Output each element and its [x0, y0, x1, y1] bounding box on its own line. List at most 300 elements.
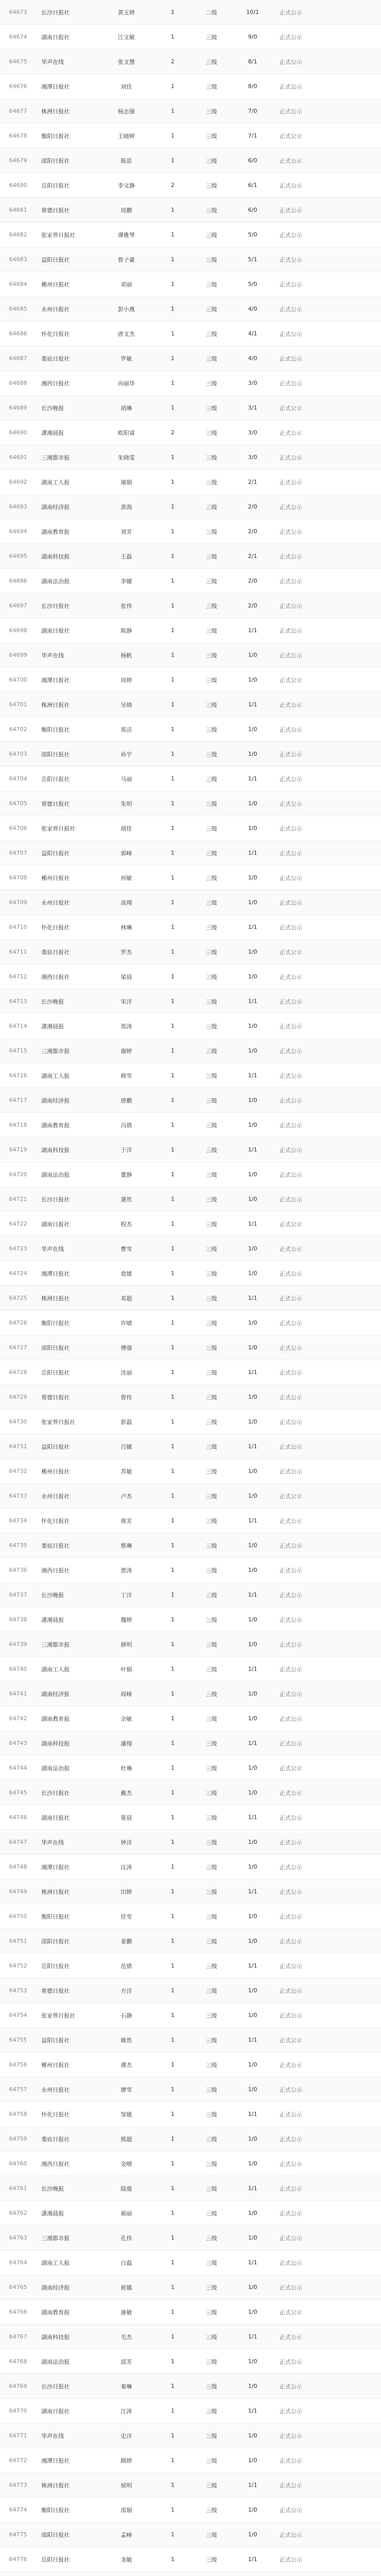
row-score: 1/1 — [248, 1146, 257, 1153]
row-organization: 邵阳日报社 — [41, 157, 70, 164]
row-organization: 长沙晚报 — [41, 998, 64, 1005]
row-status: 正式公示 — [279, 1171, 302, 1178]
row-level: 三级 — [206, 1295, 217, 1302]
row-organization: 湖南科技报 — [41, 1740, 70, 1747]
table-row — [0, 223, 381, 247]
row-name: 彭磊 — [121, 1418, 132, 1426]
row-level: 三级 — [206, 2383, 217, 2390]
row-status: 正式公示 — [279, 1962, 302, 1970]
row-status: 正式公示 — [279, 207, 302, 214]
row-organization: 岳阳日报社 — [41, 1962, 70, 1970]
row-level: 三级 — [206, 1789, 217, 1797]
row-name: 唐鹏 — [121, 1097, 132, 1104]
row-id: 64706 — [9, 825, 27, 832]
row-name: 朱明 — [121, 800, 132, 807]
row-organization: 三湘都市报 — [41, 1641, 70, 1648]
row-status: 正式公示 — [279, 306, 302, 313]
row-organization: 怀化日报社 — [41, 2111, 70, 2118]
table-row — [0, 1286, 381, 1311]
row-status: 正式公示 — [279, 1765, 302, 1772]
row-id: 64733 — [9, 1493, 27, 1499]
row-status: 正式公示 — [279, 9, 302, 16]
row-name: 王磊 — [121, 553, 132, 560]
row-id: 64677 — [9, 108, 27, 114]
row-status: 正式公示 — [279, 1122, 302, 1129]
table-row — [0, 2374, 381, 2399]
row-level: 三级 — [206, 58, 217, 65]
table-row — [0, 1113, 381, 1138]
row-name: 罗杰 — [121, 948, 132, 956]
row-id: 64713 — [9, 998, 27, 1005]
row-name: 秦琳 — [121, 2383, 132, 2390]
row-level: 三级 — [206, 1493, 217, 1500]
row-score: 1/0 — [248, 652, 257, 658]
table-row — [0, 2053, 381, 2077]
row-score: 1/0 — [248, 2160, 257, 2167]
row-level: 三级 — [206, 825, 217, 832]
row-score: 1/0 — [248, 751, 257, 757]
row-name: 汪涛 — [121, 1863, 132, 1871]
row-level: 三级 — [206, 2111, 217, 2118]
row-id: 64756 — [9, 2061, 27, 2068]
row-level: 三级 — [206, 973, 217, 980]
table-row — [0, 2250, 381, 2275]
row-status: 正式公示 — [279, 701, 302, 708]
row-status: 正式公示 — [279, 157, 302, 164]
row-count: 1 — [171, 1517, 175, 1524]
row-organization: 郴州日报社 — [41, 2061, 70, 2069]
row-score: 1/0 — [248, 1715, 257, 1722]
row-level: 三级 — [206, 1987, 217, 1994]
row-count: 1 — [171, 726, 175, 733]
row-status: 正式公示 — [279, 1468, 302, 1475]
table-row — [0, 1063, 381, 1088]
row-id: 64673 — [9, 9, 27, 15]
row-status: 正式公示 — [279, 1863, 302, 1871]
row-name: 欧阳睿 — [118, 429, 135, 436]
row-id: 64759 — [9, 2136, 27, 2142]
row-id: 64680 — [9, 182, 27, 189]
row-status: 正式公示 — [279, 2506, 302, 2514]
row-count: 1 — [171, 825, 175, 832]
row-id: 64745 — [9, 1789, 27, 1796]
row-status: 正式公示 — [279, 2012, 302, 2019]
row-status: 正式公示 — [279, 1666, 302, 1673]
row-id: 64718 — [9, 1122, 27, 1128]
row-id: 64721 — [9, 1196, 27, 1202]
table-row — [0, 1335, 381, 1360]
row-name: 顾婷 — [121, 2457, 132, 2464]
row-level: 三级 — [206, 182, 217, 189]
table-row — [0, 1533, 381, 1558]
row-organization: 常德日报社 — [41, 1394, 70, 1401]
row-name: 郑洁 — [121, 726, 132, 733]
row-score: 1/0 — [248, 1913, 257, 1920]
row-organization: 湖南经济报 — [41, 2284, 70, 2291]
row-name — [98, 2572, 155, 2576]
row-score: 1/1 — [248, 2333, 257, 2340]
row-level: 三级 — [206, 281, 217, 288]
row-name: 谢婷 — [121, 1047, 132, 1055]
row-score: 1/0 — [248, 1171, 257, 1178]
row-id: 64740 — [9, 1666, 27, 1672]
row-level: 三级 — [206, 1344, 217, 1351]
row-count: 1 — [171, 602, 175, 609]
row-status: 正式公示 — [279, 1344, 302, 1351]
row-count: 1 — [171, 1097, 175, 1104]
row-level: 三级 — [206, 2086, 217, 2093]
row-level: 三级 — [206, 1740, 217, 1747]
row-score: 1/0 — [248, 2457, 257, 2464]
row-status: 正式公示 — [279, 1443, 302, 1450]
row-organization: 永州日报社 — [41, 1493, 70, 1500]
row-organization: 郴州日报社 — [41, 874, 70, 882]
row-id: 64776 — [9, 2556, 27, 2563]
row-id: 64679 — [9, 157, 27, 164]
row-level: 三级 — [206, 108, 217, 115]
row-count: 1 — [171, 1913, 175, 1920]
row-id: 64738 — [9, 1616, 27, 1623]
row-organization: 怀化日报社 — [41, 330, 70, 337]
row-level: 三级 — [206, 231, 217, 239]
row-count: 1 — [171, 1369, 175, 1376]
table-row — [0, 1756, 381, 1781]
row-score: 1/0 — [248, 1567, 257, 1573]
row-level: 三级 — [206, 2506, 217, 2514]
row-status: 正式公示 — [279, 1913, 302, 1920]
row-level: 三级 — [206, 306, 217, 313]
row-name: 傅强 — [121, 1344, 132, 1351]
row-count: 1 — [171, 751, 175, 757]
row-organization: 华声在线 — [41, 2432, 64, 2439]
row-count: 1 — [171, 528, 175, 535]
table-row — [0, 643, 381, 668]
row-score: 1/0 — [248, 2309, 257, 2315]
table-row — [0, 1805, 381, 1830]
row-count: 1 — [171, 899, 175, 906]
row-id: 64687 — [9, 355, 27, 362]
row-name: 于洋 — [121, 1146, 132, 1154]
row-level: 三级 — [206, 1023, 217, 1030]
row-count: 1 — [171, 2037, 175, 2043]
row-count: 1 — [171, 1295, 175, 1301]
row-id: 64741 — [9, 1690, 27, 1697]
row-status: 正式公示 — [279, 2432, 302, 2439]
row-name: 宋洋 — [121, 998, 132, 1005]
table-row — [0, 964, 381, 989]
row-count: 1 — [171, 33, 175, 40]
row-level: 三级 — [206, 132, 217, 140]
row-count: 1 — [171, 1839, 175, 1845]
row-status: 正式公示 — [279, 1270, 302, 1277]
row-status: 正式公示 — [279, 2482, 302, 2489]
row-level: 三级 — [206, 1814, 217, 1821]
row-score: 8/1 — [248, 58, 257, 65]
table-row — [0, 1657, 381, 1682]
row-score: 6/1 — [248, 182, 257, 189]
row-id: 64748 — [9, 1863, 27, 1870]
table-row — [0, 1929, 381, 1954]
row-status: 正式公示 — [279, 454, 302, 461]
row-id: 64755 — [9, 2037, 27, 2043]
table-row — [0, 2102, 381, 2127]
row-id: 64703 — [9, 751, 27, 757]
row-organization: 三湘都市报 — [41, 1047, 70, 1055]
row-organization: 娄底日报社 — [41, 355, 70, 362]
row-status: 正式公示 — [279, 2333, 302, 2341]
row-id: 64765 — [9, 2284, 27, 2291]
row-status: 正式公示 — [279, 1319, 302, 1327]
row-name: 金晴 — [121, 2160, 132, 2167]
row-score: 7/0 — [248, 108, 257, 114]
row-organization: 张家界日报社 — [41, 2012, 75, 2019]
row-count: 1 — [171, 1888, 175, 1895]
row-level: 三级 — [206, 454, 217, 461]
row-level: 三级 — [206, 1715, 217, 1722]
row-count: 1 — [171, 1814, 175, 1821]
row-status: 正式公示 — [279, 2185, 302, 2192]
row-id: 64695 — [9, 553, 27, 560]
table-row — [0, 297, 381, 321]
table-row — [0, 1187, 381, 1212]
row-level: 三级 — [206, 355, 217, 362]
row-count: 1 — [171, 578, 175, 584]
row-organization: 邵阳日报社 — [41, 1938, 70, 1945]
row-organization: 长沙日报社 — [41, 1789, 70, 1797]
row-name: 孟峰 — [121, 2531, 132, 2538]
row-status: 正式公示 — [279, 850, 302, 857]
table-row — [0, 569, 381, 594]
row-name: 邱芳 — [121, 2358, 132, 2365]
row-organization: 益阳日报社 — [41, 1443, 70, 1450]
row-status: 正式公示 — [279, 1641, 302, 1648]
row-count: 1 — [171, 1962, 175, 1969]
row-level: 二级 — [206, 9, 217, 16]
row-score: 1/1 — [248, 2482, 257, 2488]
row-organization: 湖南科技报 — [41, 1146, 70, 1154]
row-status: 正式公示 — [279, 1295, 302, 1302]
row-level: 三级 — [206, 2432, 217, 2439]
row-score: 1/1 — [248, 1962, 257, 1969]
row-name: 阎峰 — [121, 1690, 132, 1698]
row-id: 64757 — [9, 2086, 27, 2093]
table-row — [0, 2226, 381, 2250]
row-id: 64714 — [9, 1023, 27, 1029]
row-level: 三级 — [206, 2234, 217, 2242]
row-level: 三级 — [206, 1369, 217, 1376]
row-status: 正式公示 — [279, 281, 302, 288]
row-score: 1/0 — [248, 1344, 257, 1351]
row-organization: 株洲日报社 — [41, 108, 70, 115]
table-row — [0, 866, 381, 890]
row-status: 正式公示 — [279, 751, 302, 758]
row-organization: 邵阳日报社 — [41, 2531, 70, 2538]
row-id — [0, 2572, 36, 2576]
row-id: 64678 — [9, 132, 27, 139]
row-id: 64701 — [9, 701, 27, 708]
row-status: 正式公示 — [279, 1938, 302, 1945]
table-row — [0, 198, 381, 223]
row-level: 三级 — [206, 2136, 217, 2143]
table-row — [0, 1261, 381, 1286]
row-score: 1/0 — [248, 1863, 257, 1870]
row-level: 三级 — [206, 1542, 217, 1549]
table-row — [0, 1360, 381, 1385]
table-row — [0, 1162, 381, 1187]
row-organization: 娄底日报社 — [41, 1542, 70, 1549]
row-level: 三级 — [206, 1047, 217, 1055]
row-status: 正式公示 — [279, 2037, 302, 2044]
row-name: 蒋芳 — [121, 1517, 132, 1524]
row-organization: 湖南日报社 — [41, 1814, 70, 1821]
table-row — [0, 2325, 381, 2349]
row-id: 64767 — [9, 2333, 27, 2340]
row-id: 64747 — [9, 1839, 27, 1845]
row-id: 64696 — [9, 578, 27, 584]
row-organization — [36, 2572, 98, 2576]
row-name: 胡佳 — [121, 825, 132, 832]
row-id: 64708 — [9, 874, 27, 881]
row-count: 1 — [171, 1591, 175, 1598]
row-score: 1/1 — [248, 2408, 257, 2414]
row-count: 2 — [171, 58, 175, 65]
row-id: 64762 — [9, 2210, 27, 2216]
row-count: 1 — [171, 355, 175, 362]
row-id: 64758 — [9, 2111, 27, 2117]
row-count: 1 — [171, 108, 175, 114]
row-id: 64675 — [9, 58, 27, 65]
table-row — [0, 1385, 381, 1410]
row-id: 64769 — [9, 2383, 27, 2389]
row-name: 苏敏 — [121, 1468, 132, 1475]
row-organization: 湘西日报社 — [41, 973, 70, 980]
row-name: 陈静 — [121, 627, 132, 634]
row-count: 1 — [171, 1641, 175, 1648]
row-count: 1 — [171, 2556, 175, 2563]
row-organization: 长沙日报社 — [41, 602, 70, 609]
row-name: 邓丽 — [121, 281, 132, 288]
row-name: 林琳 — [121, 924, 132, 931]
row-organization: 衡阳日报社 — [41, 726, 70, 733]
row-count: 1 — [171, 701, 175, 708]
row-status: 正式公示 — [279, 2556, 302, 2563]
row-name: 彭小燕 — [118, 306, 135, 313]
row-name: 江涛 — [121, 2408, 132, 2415]
row-level: 三级 — [206, 2037, 217, 2044]
row-score: 1/0 — [248, 1690, 257, 1697]
row-level: 三级 — [206, 1591, 217, 1599]
row-score: 1/1 — [248, 1591, 257, 1598]
row-organization: 长沙日报社 — [41, 9, 70, 16]
row-name: 康敏 — [121, 2309, 132, 2316]
table-row — [0, 519, 381, 544]
row-count: 1 — [171, 676, 175, 683]
row-score: 2/0 — [248, 602, 257, 609]
table-row — [0, 841, 381, 866]
table-row — [0, 173, 381, 198]
row-name: 冯倩 — [121, 1122, 132, 1129]
row-status: 正式公示 — [279, 1493, 302, 1500]
row-count: 1 — [171, 924, 175, 930]
row-status: 正式公示 — [279, 2408, 302, 2415]
row-name: 毛杰 — [121, 2333, 132, 2341]
row-count: 1 — [171, 2408, 175, 2414]
row-id: 64711 — [9, 948, 27, 955]
row-score: 1/0 — [248, 1493, 257, 1499]
row-count: 1 — [171, 2061, 175, 2068]
row-id: 64744 — [9, 1765, 27, 1771]
row-status: 正式公示 — [279, 2531, 302, 2538]
row-level: 三级 — [206, 800, 217, 807]
table-row — [0, 618, 381, 643]
table-row — [0, 1088, 381, 1113]
row-organization: 华声在线 — [41, 1245, 64, 1252]
row-organization: 三湘都市报 — [41, 454, 70, 461]
row-level: 三级 — [206, 157, 217, 164]
row-name: 陆强 — [121, 2185, 132, 2192]
row-score: 1/0 — [248, 1097, 257, 1104]
row-level: 三级 — [206, 1517, 217, 1524]
row-score: 7/1 — [248, 132, 257, 139]
row-id: 64709 — [9, 899, 27, 906]
row-organization: 株洲日报社 — [41, 2482, 70, 2489]
row-count: 1 — [171, 1319, 175, 1326]
row-organization: 长沙晚报 — [41, 2185, 64, 2192]
row-level: 三级 — [206, 2185, 217, 2192]
row-organization: 邵阳日报社 — [41, 1344, 70, 1351]
row-name: 杨帆 — [121, 652, 132, 659]
row-organization: 益阳日报社 — [41, 2037, 70, 2044]
row-status: 正式公示 — [279, 2086, 302, 2093]
row-name: 余敏 — [121, 1715, 132, 1722]
table-row — [0, 247, 381, 272]
table-row — [0, 915, 381, 940]
row-score: 2/1 — [248, 553, 257, 560]
row-status — [273, 2572, 381, 2576]
row-level: 三级 — [206, 1468, 217, 1475]
row-level: 三级 — [206, 1567, 217, 1574]
row-name: 钟洋 — [121, 1839, 132, 1846]
row-organization: 长沙日报社 — [41, 1196, 70, 1203]
row-count: 1 — [171, 1567, 175, 1573]
row-name: 潘翔 — [121, 1740, 132, 1747]
row-name: 叶娟 — [121, 1666, 132, 1673]
row-count: 1 — [171, 281, 175, 287]
table-row — [0, 742, 381, 767]
row-id: 64734 — [9, 1517, 27, 1524]
row-count: 1 — [171, 1666, 175, 1672]
row-level: 三级 — [206, 1270, 217, 1277]
row-organization: 衡阳日报社 — [41, 132, 70, 140]
row-organization: 潇湘晨报 — [41, 1616, 64, 1623]
row-score: 1/1 — [248, 1072, 257, 1079]
row-organization: 湘潭日报社 — [41, 1270, 70, 1277]
row-name: 戴杰 — [121, 1789, 132, 1797]
row-status: 正式公示 — [279, 380, 302, 387]
row-level: 三级 — [206, 503, 217, 511]
row-name: 孙宇 — [121, 751, 132, 758]
table-row — [0, 1236, 381, 1261]
row-id: 64716 — [9, 1072, 27, 1079]
row-count: 1 — [171, 1146, 175, 1153]
row-level: 三级 — [206, 2556, 217, 2563]
row-score: 10/1 — [246, 9, 259, 15]
row-organization: 娄底日报社 — [41, 948, 70, 956]
row-name: 熊超 — [121, 2136, 132, 2143]
row-score: 1/0 — [248, 1616, 257, 1623]
row-count: 1 — [171, 850, 175, 856]
row-id: 64689 — [9, 404, 27, 411]
